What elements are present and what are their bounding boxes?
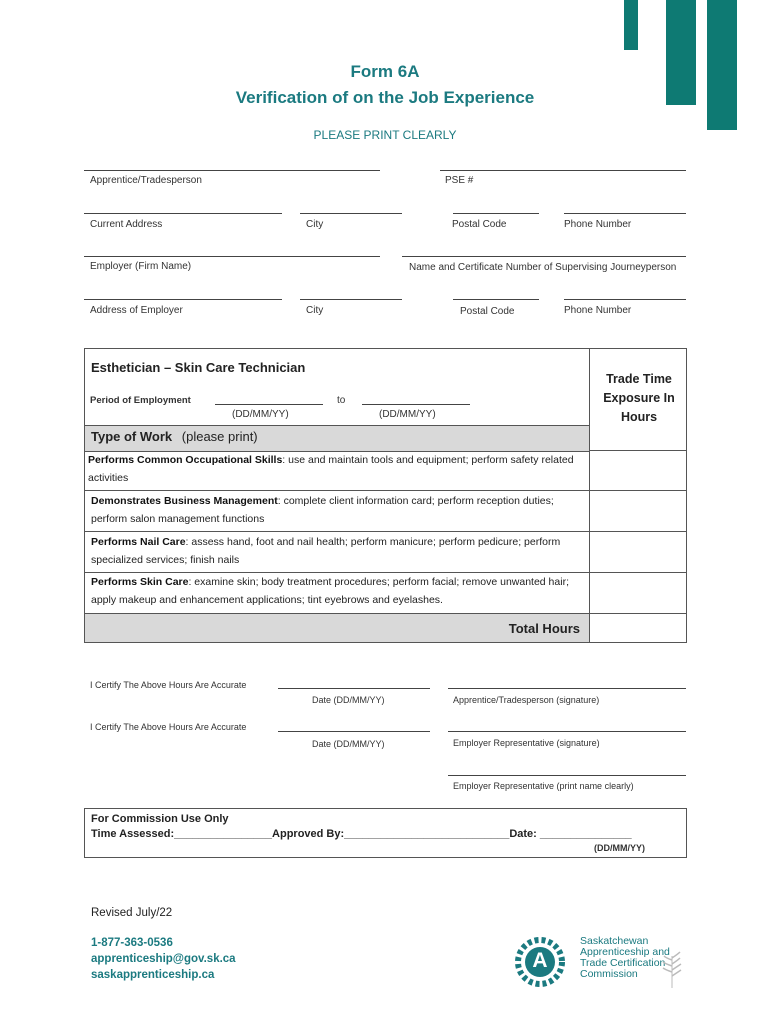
- supervisor-line[interactable]: [402, 256, 686, 257]
- apprentice-label: Apprentice/Tradesperson: [90, 175, 202, 186]
- apprentice-date-line[interactable]: [278, 688, 430, 689]
- current-address-line[interactable]: [84, 213, 282, 214]
- employer-postal-line[interactable]: [453, 299, 539, 300]
- task-row: Performs Common Occupational Skills: use and maintain tools and equipment; perform safety related activities: [88, 454, 574, 484]
- employer-phone-line[interactable]: [564, 299, 686, 300]
- hours-cell-4[interactable]: [590, 573, 686, 613]
- commission-logo: [512, 936, 574, 988]
- phone-label: Phone Number: [564, 219, 632, 230]
- please-print-label: (please print): [181, 429, 258, 444]
- website-link[interactable]: saskapprenticeship.ca: [91, 969, 215, 981]
- certify-statement-1: I Certify The Above Hours Are Accurate: [90, 680, 247, 690]
- period-end-line[interactable]: [362, 404, 470, 405]
- employer-city-label: City: [306, 305, 324, 316]
- type-of-work-label: Type of Work: [91, 429, 173, 444]
- logo-letter: A: [532, 949, 548, 972]
- period-to: to: [337, 395, 346, 406]
- apprentice-date-label: Date (DD/MM/YY): [312, 695, 385, 705]
- decorative-bar-thin: [624, 0, 638, 50]
- apprentice-signature-line[interactable]: [448, 688, 686, 689]
- employer-signature-label: Employer Representative (signature): [453, 738, 600, 748]
- employer-phone-label: Phone Number: [564, 305, 632, 316]
- logo-text: Saskatchewan Apprenticeship and Trade Certification Commission: [580, 935, 670, 980]
- employer-postal-label: Postal Code: [460, 306, 515, 317]
- employer-address-line[interactable]: [84, 299, 282, 300]
- employer-line[interactable]: [84, 256, 380, 257]
- total-hours-cell[interactable]: [590, 614, 686, 642]
- hours-cell-2[interactable]: [590, 491, 686, 531]
- phone-number: 1-877-363-0536: [91, 937, 173, 949]
- postal-label: Postal Code: [452, 219, 507, 230]
- phone-line[interactable]: [564, 213, 686, 214]
- total-hours-label: Total Hours: [508, 621, 580, 636]
- employer-print-line[interactable]: [448, 775, 686, 776]
- page-title: Verification of on the Job Experience: [235, 88, 535, 107]
- trade-name: Esthetician – Skin Care Technician: [91, 360, 306, 375]
- city-label: City: [306, 219, 324, 230]
- hours-cell-3[interactable]: [590, 532, 686, 572]
- period-start-line[interactable]: [215, 404, 323, 405]
- task-row: Performs Skin Care: examine skin; body treatment procedures; perform facial; remove unwanted hair; apply makeup and enhancement applications; tint eyebrows and eyelashes.: [91, 576, 569, 606]
- employer-address-label: Address of Employer: [90, 305, 183, 316]
- pse-label: PSE #: [445, 175, 474, 186]
- start-date-format: (DD/MM/YY): [232, 409, 289, 420]
- postal-line[interactable]: [453, 213, 539, 214]
- trade-time-header: Trade Time Exposure In Hours: [603, 372, 675, 424]
- hours-cell-1[interactable]: [590, 451, 686, 490]
- supervisor-label: Name and Certificate Number of Supervising Journeyperson: [409, 262, 677, 273]
- employer-signature-line[interactable]: [448, 731, 686, 732]
- certify-statement-2: I Certify The Above Hours Are Accurate: [90, 722, 247, 732]
- employer-city-line[interactable]: [300, 299, 402, 300]
- task-row: Performs Nail Care: assess hand, foot and nail health; perform manicure; perform pedicure; perform specialized services; finish nails: [91, 536, 561, 566]
- commission-heading: For Commission Use Only: [91, 813, 229, 825]
- apprentice-line[interactable]: [84, 170, 380, 171]
- period-label: Period of Employment: [90, 395, 191, 406]
- employer-date-label: Date (DD/MM/YY): [312, 739, 385, 749]
- instruction: PLEASE PRINT CLEARLY: [313, 128, 457, 142]
- commission-date-format: (DD/MM/YY): [594, 843, 645, 853]
- wheat-icon: [660, 950, 684, 990]
- employer-print-label: Employer Representative (print name clearly): [453, 781, 634, 791]
- commission-line: Time Assessed:________________Approved By:___________________________Date: _______________: [91, 828, 632, 840]
- current-address-label: Current Address: [90, 219, 163, 230]
- end-date-format: (DD/MM/YY): [379, 409, 436, 420]
- email-link[interactable]: apprenticeship@gov.sk.ca: [91, 953, 236, 965]
- apprentice-signature-label: Apprentice/Tradesperson (signature): [453, 695, 600, 705]
- pse-line[interactable]: [440, 170, 686, 171]
- employer-date-line[interactable]: [278, 731, 430, 732]
- form-number: Form 6A: [350, 62, 420, 81]
- city-line[interactable]: [300, 213, 402, 214]
- revised-date: Revised July/22: [91, 907, 173, 919]
- employer-label: Employer (Firm Name): [90, 261, 192, 272]
- task-row: Demonstrates Business Management: complete client information card; perform reception duties; perform salon management functions: [91, 495, 554, 525]
